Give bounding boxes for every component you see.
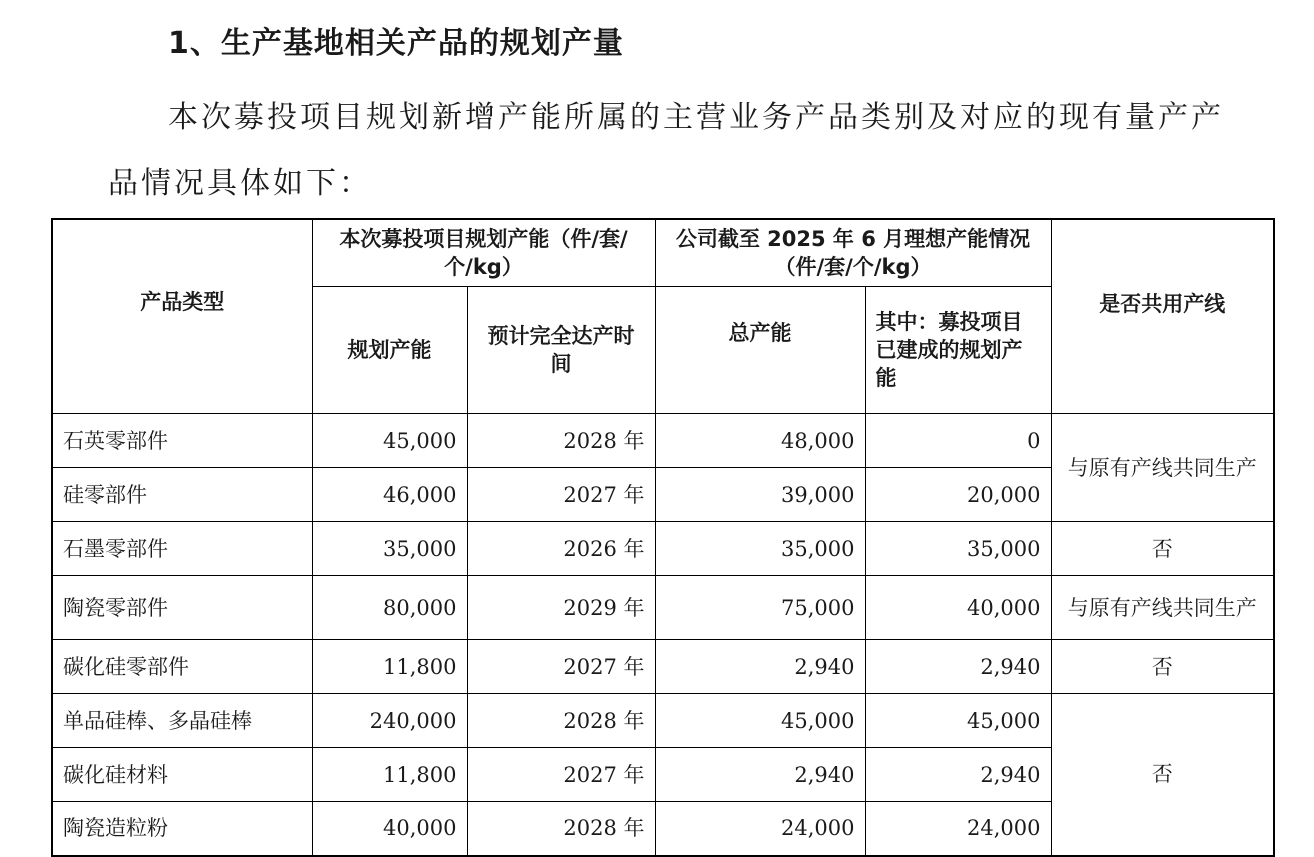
cell-year: 2027 年 (467, 468, 655, 522)
header-total-capacity: 总产能 (655, 287, 865, 414)
section-heading: 1、生产基地相关产品的规划产量 (168, 26, 624, 61)
cell-total: 2,940 (655, 640, 865, 694)
cell-built: 45,000 (865, 694, 1051, 748)
cell-product: 单品硅棒、多晶硅棒 (52, 694, 312, 748)
cell-total: 48,000 (655, 414, 865, 468)
intro-paragraph-line-1: 本次募投项目规划新增产能所属的主营业务产品类别及对应的现有量产产 (168, 100, 1224, 135)
cell-year: 2029 年 (467, 576, 655, 640)
cell-total: 75,000 (655, 576, 865, 640)
cell-total: 2,940 (655, 748, 865, 802)
capacity-table (51, 218, 1275, 857)
cell-year: 2026 年 (467, 522, 655, 576)
cell-year: 2028 年 (467, 802, 655, 856)
header-shared-line: 是否共用产线 (1051, 219, 1274, 414)
cell-planned: 35,000 (312, 522, 467, 576)
cell-built: 35,000 (865, 522, 1051, 576)
cell-built: 2,940 (865, 748, 1051, 802)
cell-built: 20,000 (865, 468, 1051, 522)
cell-planned: 45,000 (312, 414, 467, 468)
cell-year: 2028 年 (467, 414, 655, 468)
cell-planned: 240,000 (312, 694, 467, 748)
cell-shared: 与原有产线共同生产 (1051, 576, 1274, 640)
cell-planned: 11,800 (312, 640, 467, 694)
cell-product: 陶瓷零部件 (52, 576, 312, 640)
cell-year: 2027 年 (467, 748, 655, 802)
cell-shared: 否 (1051, 694, 1274, 856)
cell-built: 40,000 (865, 576, 1051, 640)
header-built-capacity: 其中：募投项目已建成的规划产能 (865, 287, 1051, 414)
cell-year: 2027 年 (467, 640, 655, 694)
cell-planned: 46,000 (312, 468, 467, 522)
cell-product: 石墨零部件 (52, 522, 312, 576)
cell-shared: 与原有产线共同生产 (1051, 414, 1274, 522)
cell-planned: 11,800 (312, 748, 467, 802)
cell-product: 石英零部件 (52, 414, 312, 468)
table-row (52, 522, 1274, 576)
header-planned-capacity: 规划产能 (312, 287, 467, 414)
table-row (52, 576, 1274, 640)
cell-shared: 否 (1051, 522, 1274, 576)
cell-product: 碳化硅材料 (52, 748, 312, 802)
cell-shared: 否 (1051, 640, 1274, 694)
table-row (52, 414, 1274, 468)
cell-planned: 80,000 (312, 576, 467, 640)
cell-total: 39,000 (655, 468, 865, 522)
cell-product: 碳化硅零部件 (52, 640, 312, 694)
header-full-production-time: 预计完全达产时间 (467, 287, 655, 414)
header-company-group: 公司截至 2025 年 6 月理想产能情况（件/套/个/kg） (655, 219, 1051, 287)
header-planned-group: 本次募投项目规划产能（件/套/个/kg） (312, 219, 655, 287)
cell-product: 陶瓷造粒粉 (52, 802, 312, 856)
cell-total: 24,000 (655, 802, 865, 856)
header-product-type: 产品类型 (52, 219, 312, 414)
cell-year: 2028 年 (467, 694, 655, 748)
cell-built: 24,000 (865, 802, 1051, 856)
cell-product: 硅零部件 (52, 468, 312, 522)
cell-planned: 40,000 (312, 802, 467, 856)
table-row (52, 640, 1274, 694)
table-row (52, 694, 1274, 748)
cell-built: 0 (865, 414, 1051, 468)
intro-paragraph-line-2: 品情况具体如下： (108, 166, 372, 201)
cell-total: 45,000 (655, 694, 865, 748)
cell-built: 2,940 (865, 640, 1051, 694)
cell-total: 35,000 (655, 522, 865, 576)
